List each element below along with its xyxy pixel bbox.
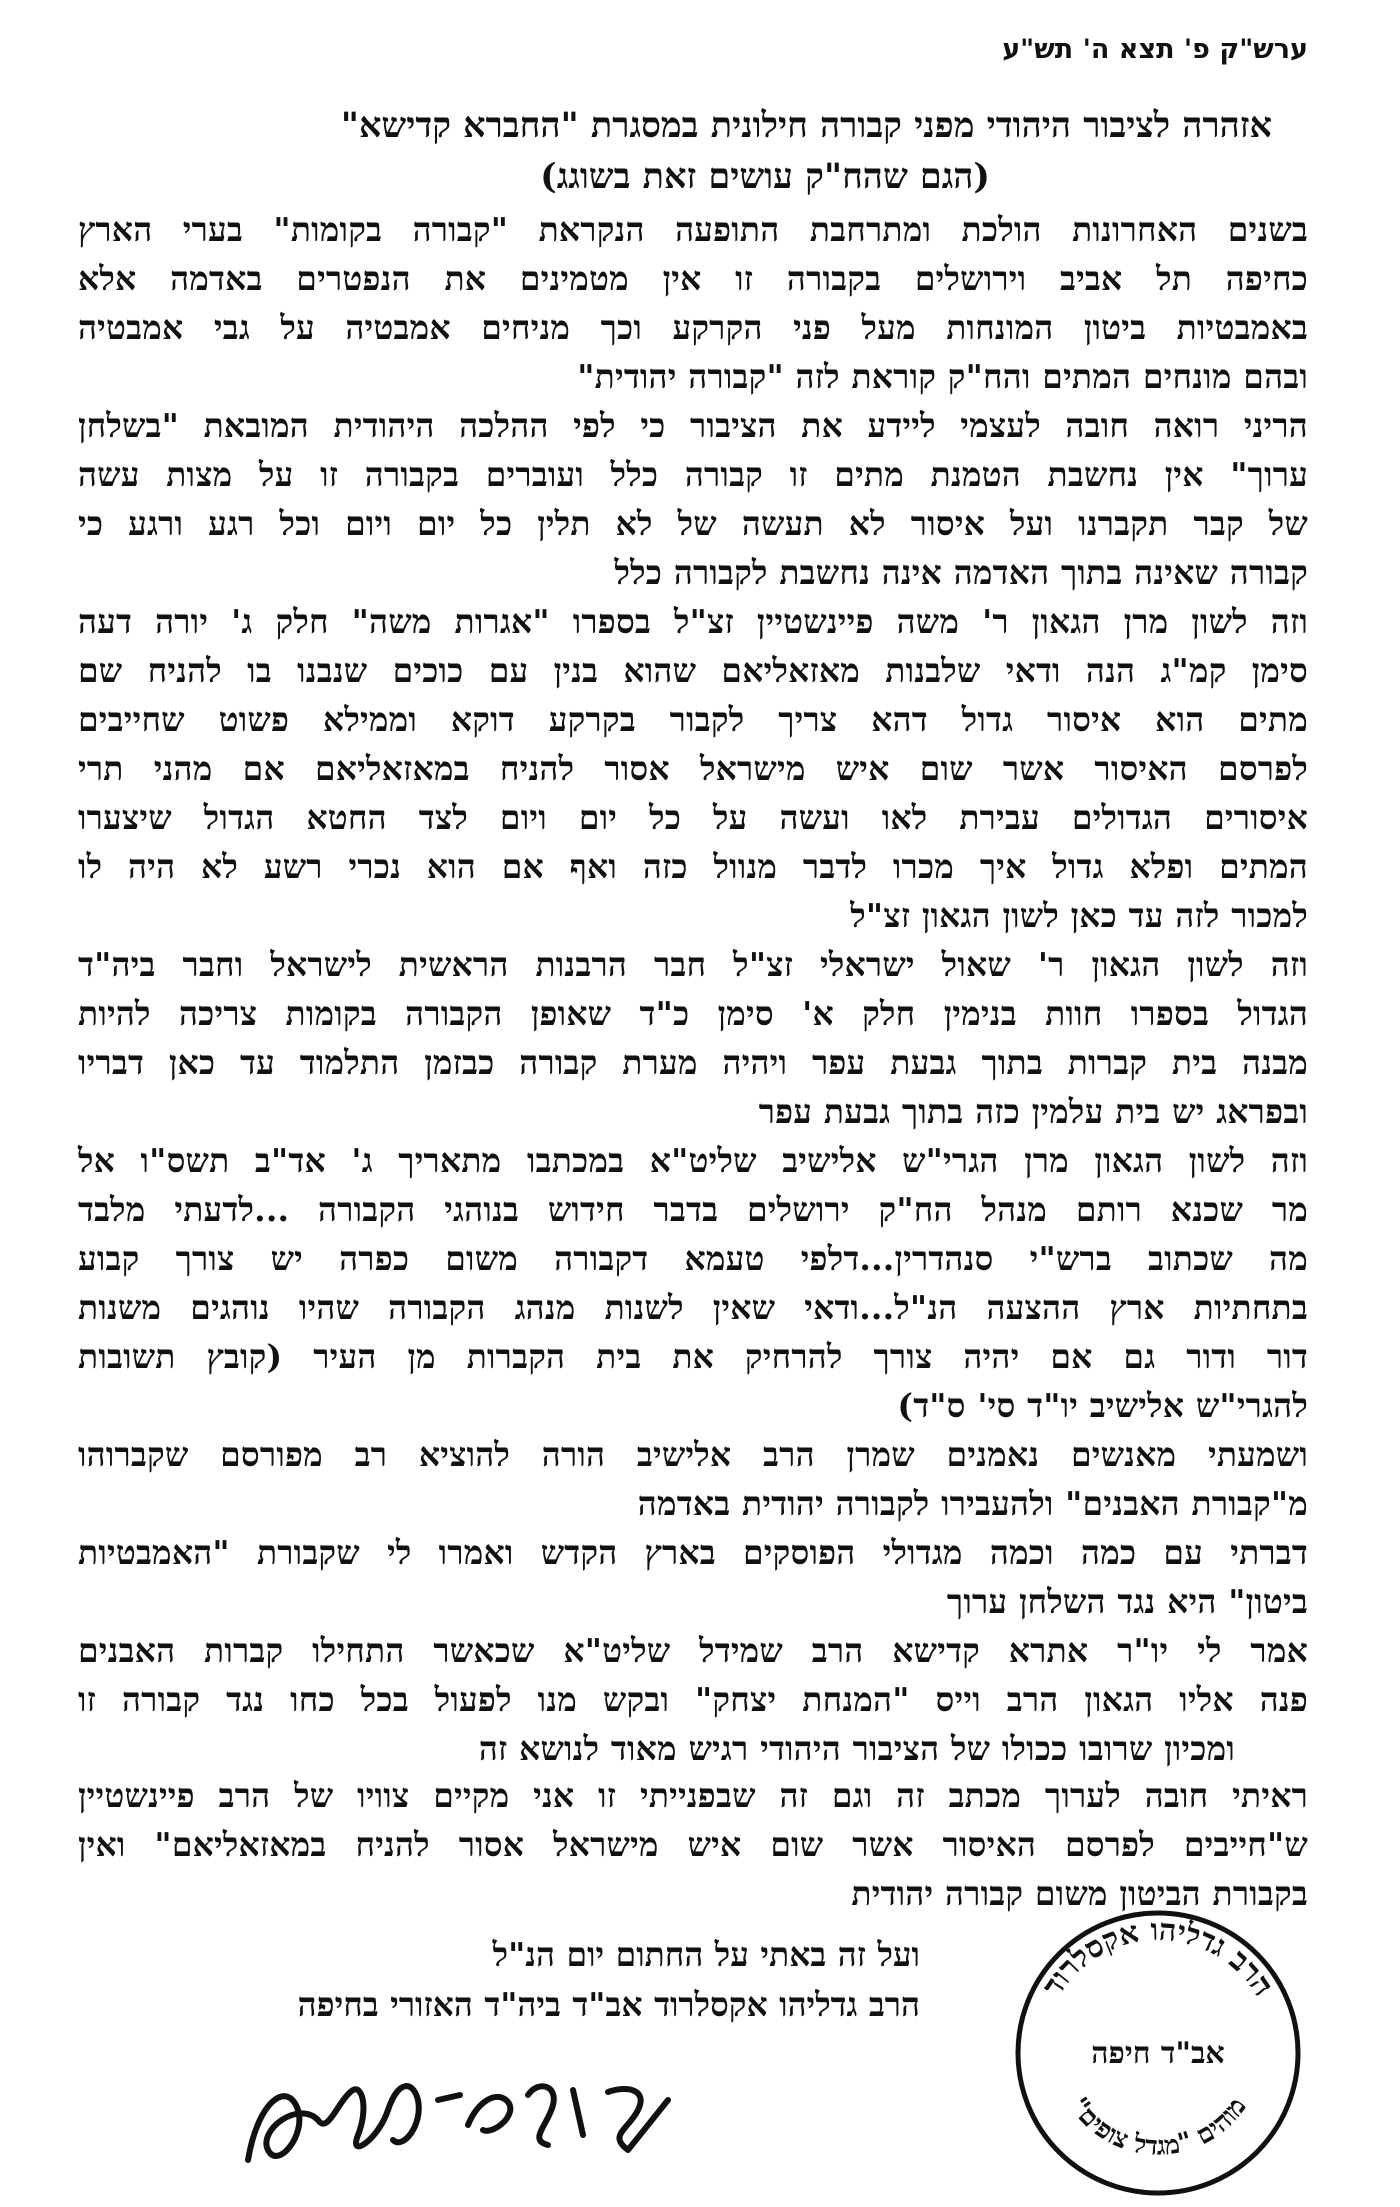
body-line: ערוך" אין נחשבת הטמנת מתים זו קבורה כלל ועוברים בקבורה זו על מצות עשה [78, 455, 1308, 494]
body-line: באמבטיות ביטון המונחות מעל פני הקרקע וכך מניחים אמבטיה על גבי אמבטיה [78, 308, 1308, 347]
letter-title: אזהרה לציבור היהודי מפני קבורה חילונית במסגרת "החברא קדישא" [340, 105, 1272, 146]
svg-text:הרב גדליהו אקסלרוד: הרב גדליהו אקסלרוד [1035, 1912, 1281, 2003]
body-line: המתים ופלא גדול איך מכרו לדבר מנוול כזה ואף אם הוא נכרי רשע לא היה לו [78, 847, 1308, 886]
body-line: מ"קבורת האבנים" ולהעבירו לקבורה יהודית באדמה [637, 1484, 1308, 1523]
svg-text:אב"ד חיפה: אב"ד חיפה [1091, 2036, 1225, 2071]
body-line: וזה לשון הגאון מרן הגרי"ש אלישיב שליט"א במכתבו מתאריך ג' אד"ב תשס"ו אל [78, 1141, 1308, 1180]
body-line: מתים הוא איסור גדול דהא צריך לקבור בקרקע דוקא וממילא פשוט שחייבים [78, 700, 1308, 739]
body-line: קבורה שאינה בתוך האדמה אינה נחשבת לקבורה כלל [614, 553, 1308, 592]
body-line: ובהם מונחים המתים והח"ק קוראת לזה "קבורה יהודית" [577, 357, 1308, 396]
body-line: בתחתיות ארץ ההצעה הנ"ל...ודאי שאין לשנות מנהג הקבורה שהיו נוהגים משנות [78, 1288, 1308, 1327]
body-line: ש"חייבים לפרסם האיסור אשר שום איש מישראל אסור להניח במאזאליאם" ואין [78, 1825, 1308, 1864]
body-line: בשנים האחרונות הולכת ומתרחבת התופעה הנקראת "קבורה בקומות" בערי הארץ [78, 210, 1308, 249]
body-line: הגדול בספרו חוות בנימין חלק א' סימן כ"ד שאופן הקבורה בקומות צריכה להיות [78, 994, 1308, 1033]
body-line: איסורים הגדולים עבירת לאו ועשה על כל יום ויום לצד החטא הגדול שיצערו [78, 798, 1308, 837]
body-line: מבנה בית קברות בתוך גבעת עפר ויהיה מערת קבורה כבזמן התלמוד עד כאן דבריו [78, 1043, 1308, 1082]
body-line: פנה אליו הגאון הרב וייס "המנחת יצחק" ובקש מנו לפעול בכל כחו נגד קבורה זו [78, 1680, 1308, 1719]
signer-line: הרב גדליהו אקסלרוד אב"ד ביה"ד האזורי בחיפה [297, 1985, 920, 2024]
svg-text:מוהים "מגדל צופים": מוהים "מגדל צופים" [1063, 2092, 1253, 2162]
body-line: מר שכנא רותם מנהל הח"ק ירושלים בדבר חידוש בנוהגי הקבורה ...לדעתי מלבד [78, 1190, 1308, 1229]
body-line: ובפראג יש בית עלמין כזה בתוך גבעת עפר [758, 1092, 1308, 1131]
body-line: הריני רואה חובה לעצמי ליידע את הציבור כי לפי ההלכה היהודית המובאת "בשלחן [78, 406, 1308, 445]
body-line: סימן קמ"ג הנה ודאי שלבנות מאזאליאם שהוא בנין עם כוכים שנבנו בו להניח שם [78, 651, 1308, 690]
body-line: ומכיון שרובו ככולו של הציבור היהודי רגיש מאוד לנושא זה [478, 1729, 1235, 1768]
body-line: דור ודור גם אם יהיה צורך להרחיק את בית הקברות מן העיר (קובץ תשובות [78, 1337, 1308, 1376]
body-line: אמר לי יו"ר אתרא קדישא הרב שמידל שליט"א שכאשר התחילו קברות האבנים [78, 1631, 1308, 1670]
body-line: למכור לזה עד כאן לשון הגאון זצ"ל [850, 896, 1308, 935]
official-stamp [1003, 1895, 1313, 2205]
body-line: וזה לשון מרן הגאון ר' משה פיינשטיין זצ"ל בספרו "אגרות משה" חלק ג' יורה דעה [78, 602, 1308, 641]
letter-subtitle: (הגם שהח"ק עושים זאת בשוגג) [540, 156, 990, 197]
body-line: ראיתי חובה לערוך מכתב זה וגם זה שבפנייתי זו אני מקיים צוויו של הרב פיינשטיין [78, 1776, 1308, 1815]
body-line: להגרי"ש אלישיב יו"ד סי' ס"ד) [897, 1386, 1308, 1425]
body-line: של קבר תקברנו ועל איסור לא תעשה של לא תלין כל יום ויום וכל רגע ורגע כי [78, 504, 1308, 543]
body-line: דברתי עם כמה וכמה מגדולי הפוסקים בארץ הקדש ואמרו לי שקבורת "האמבטיות [78, 1533, 1308, 1572]
body-line: כחיפה תל אביב וירושלים בקבורה זו אין מטמינים את הנפטרים באדמה אלא [78, 259, 1308, 298]
body-line: ושמעתי מאנשים נאמנים שמרן הרב אלישיב הורה להוציא רב מפורסם שקברוהו [78, 1435, 1308, 1474]
body-line: לפרסם האיסור אשר שום איש מישראל אסור להניח במאזאליאם אם מהני תרי [78, 749, 1308, 788]
closing-line: ועל זה באתי על החתום יום הנ"ל [492, 1935, 920, 1974]
body-line: וזה לשון הגאון ר' שאול ישראלי זצ"ל חבר הרבנות הראשית לישראל וחבר ביה"ד [78, 945, 1308, 984]
body-line: ביטון" היא נגד השלחן ערוך [946, 1582, 1308, 1621]
handwritten-signature [228, 2040, 698, 2205]
letter-date: ערש"ק פ' תצא ה' תש"ע [1002, 34, 1308, 65]
body-line: מה שכתוב ברש"י סנהדרין...דלפי טעמא דקבורה משום כפרה יש צורך קבוע [78, 1239, 1308, 1278]
body-line: בקבורת הביטון משום קבורה יהודית [851, 1874, 1308, 1913]
